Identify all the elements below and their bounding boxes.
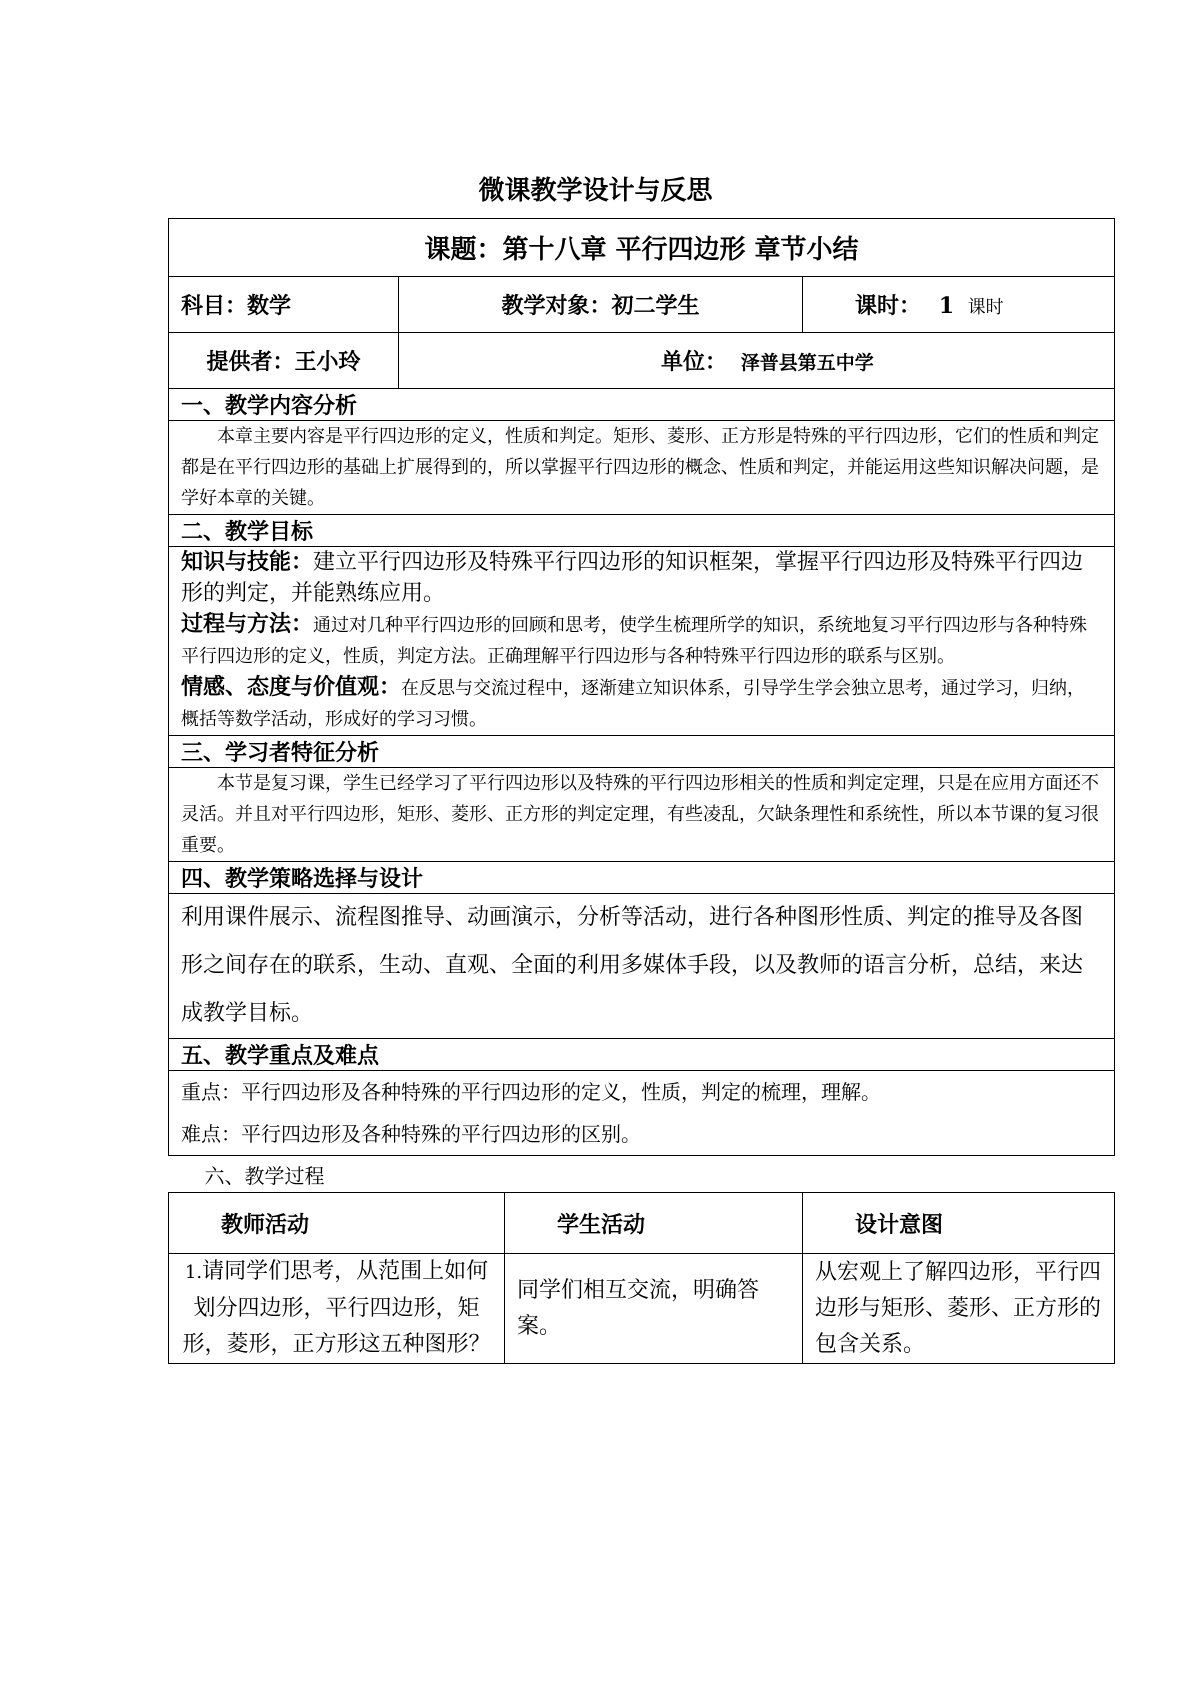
lesson-plan-table bbox=[168, 218, 1115, 1364]
topic-cell: 课题：第十八章 平行四边形 章节小结 bbox=[169, 219, 1115, 277]
meta-row-1 bbox=[169, 277, 1115, 333]
subject-cell: 科目：数学 bbox=[169, 277, 399, 333]
audience-cell bbox=[399, 277, 803, 333]
column-header-teacher: 教师活动 bbox=[169, 1193, 505, 1254]
section-3-body-row bbox=[169, 768, 1115, 862]
design-intent-cell: 从宏观上了解四边形，平行四边形与矩形、菱形、正方形的包含关系。 bbox=[803, 1254, 1115, 1364]
section-2-heading-row bbox=[169, 515, 1115, 547]
objective-emotion-text: 在反思与交流过程中，逐渐建立知识体系，引导学生学会独立思考，通过学习，归纳，概括等数学活动，形成好的学习习惯。 bbox=[181, 678, 1086, 730]
step-number: 1. bbox=[184, 1262, 203, 1283]
unit-cell bbox=[399, 333, 1115, 389]
section-2-body-row bbox=[169, 547, 1115, 736]
teacher-activity-cell bbox=[169, 1254, 505, 1364]
teacher-activity-text: 请同学们思考，从范围上如何划分四边形，平行四边形，矩形，菱形，正方形这五种图形？ bbox=[182, 1259, 491, 1357]
meta-row-2 bbox=[169, 333, 1115, 389]
unit-label: 单位： bbox=[661, 349, 728, 375]
hours-cell bbox=[803, 277, 1115, 333]
objective-process-text: 通过对几种平行四边形的回顾和思考，使学生梳理所学的知识，系统地复习平行四边形与各种特殊平行四边形的定义，性质，判定方法。正确理解平行四边形与各种特殊平行四边形的联系与区别。 bbox=[181, 615, 1088, 667]
objective-knowledge-label: 知识与技能： bbox=[181, 549, 314, 575]
objective-emotion bbox=[181, 672, 1102, 735]
section-2-heading: 二、教学目标 bbox=[169, 515, 1115, 547]
section-3-text: 本节是复习课，学生已经学习了平行四边形以及特殊的平行四边形相关的性质和判定定理，只是在应用方面还不灵活。并且对平行四边形，矩形、菱形、正方形的判定定理，有些凌乱，欠缺条理性和系统性，所以本节课的复习很重要。 bbox=[181, 773, 1099, 856]
objective-knowledge bbox=[181, 547, 1102, 609]
audience-text: 教学对象：初二学生 bbox=[501, 293, 700, 319]
objective-process bbox=[181, 609, 1102, 672]
difficulty-text: 难点：平行四边形及各种特殊的平行四边形的区别。 bbox=[181, 1122, 641, 1146]
column-header-student: 学生活动 bbox=[505, 1193, 803, 1254]
key-point-text: 重点：平行四边形及各种特殊的平行四边形的定义，性质，判定的梳理，理解。 bbox=[181, 1080, 881, 1104]
provider-cell: 提供者：王小玲 bbox=[169, 333, 399, 389]
section-1-text: 本章主要内容是平行四边形的定义，性质和判定。矩形、菱形、正方形是特殊的平行四边形，它们的性质和判定都是在平行四边形的基础上扩展得到的，所以掌握平行四边形的概念、性质和判定，并能运用这些知识解决问题，是学好本章的关键。 bbox=[181, 426, 1099, 509]
objective-emotion-label: 情感、态度与价值观： bbox=[181, 674, 402, 700]
hours-label: 课时： bbox=[855, 293, 922, 319]
section-3-heading: 三、学习者特征分析 bbox=[169, 736, 1115, 768]
section-3-heading-row bbox=[169, 736, 1115, 768]
hours-unit: 课时 bbox=[967, 297, 1004, 318]
section-4-heading: 四、教学策略选择与设计 bbox=[169, 862, 1115, 894]
student-activity-cell: 同学们相互交流，明确答案。 bbox=[505, 1254, 803, 1364]
unit-value: 泽普县第五中学 bbox=[740, 352, 874, 374]
document-title: 微课教学设计与反思 bbox=[478, 176, 713, 206]
section-5-heading-row bbox=[169, 1039, 1115, 1071]
hours-value: 1 bbox=[938, 293, 954, 319]
section-1-heading-row bbox=[169, 389, 1115, 421]
topic-row bbox=[169, 219, 1115, 277]
section-1-heading: 一、教学内容分析 bbox=[169, 389, 1115, 421]
section-5-body-row bbox=[169, 1071, 1115, 1156]
section-5-heading: 五、教学重点及难点 bbox=[169, 1039, 1115, 1071]
section-6-heading: 六、教学过程 bbox=[169, 1156, 1115, 1193]
section-4-body-row bbox=[169, 894, 1115, 1039]
section-6-heading-row bbox=[169, 1156, 1115, 1193]
section-1-body-row bbox=[169, 421, 1115, 515]
section-4-heading-row bbox=[169, 862, 1115, 894]
section-4-text: 利用课件展示、流程图推导、动画演示，分析等活动，进行各种图形性质、判定的推导及各图形之间存在的联系，生动、直观、全面的利用多媒体手段，以及教师的语言分析，总结，来达成教学目标。 bbox=[169, 894, 1115, 1039]
process-row-1 bbox=[169, 1254, 1115, 1364]
column-header-intent: 设计意图 bbox=[803, 1193, 1115, 1254]
process-header-row bbox=[169, 1193, 1115, 1254]
objective-process-label: 过程与方法： bbox=[181, 611, 314, 637]
objective-knowledge-text: 建立平行四边形及特殊平行四边形的知识框架，掌握平行四边形及特殊平行四边形的判定，并能熟练应用。 bbox=[181, 550, 1084, 606]
